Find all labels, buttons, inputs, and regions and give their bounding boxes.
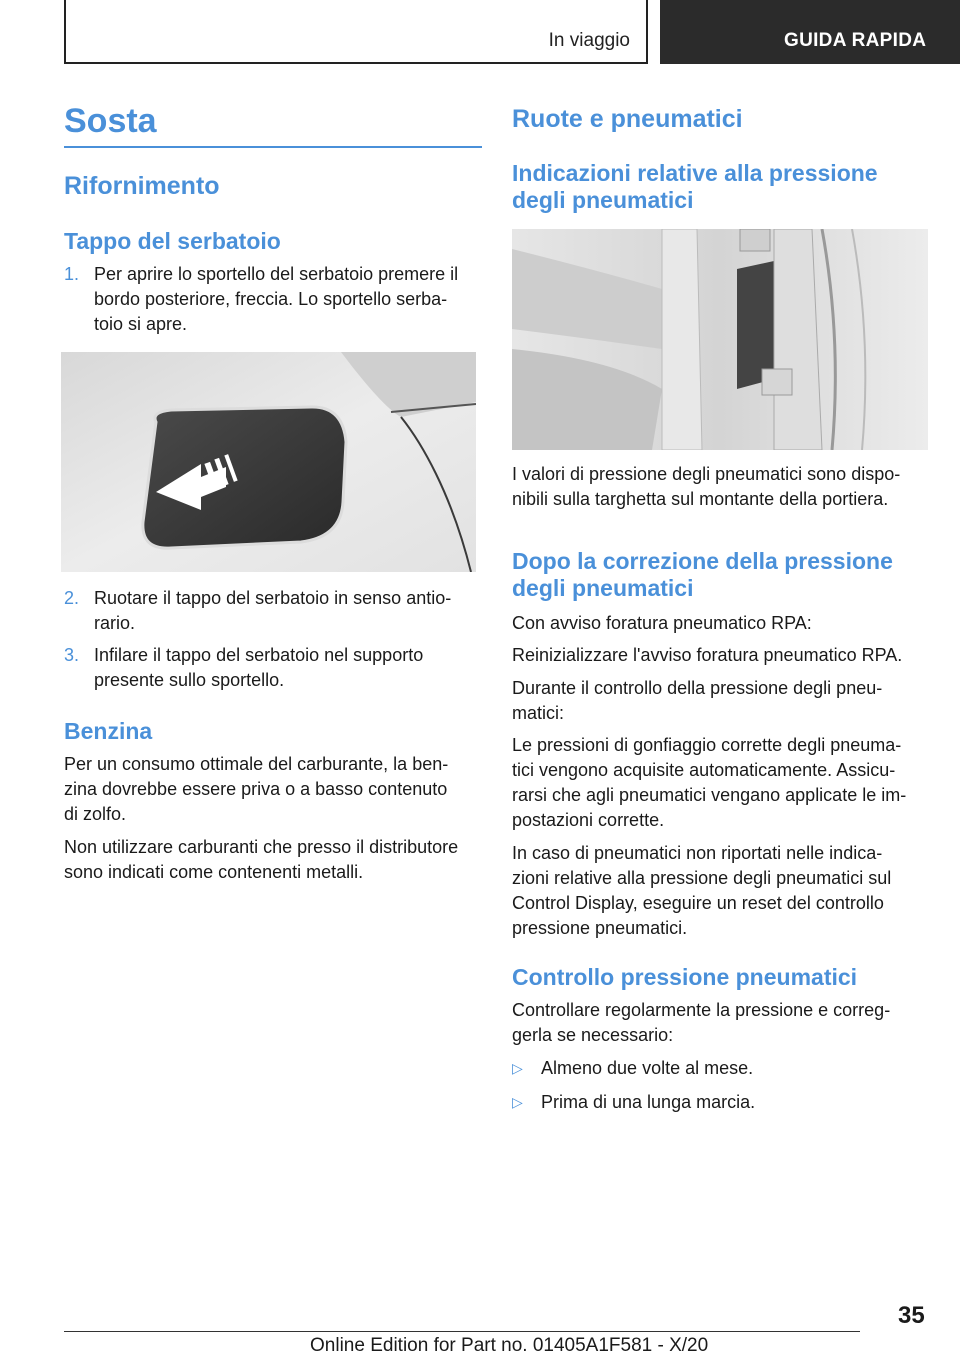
bullet-item: Prima di una lunga marcia. — [541, 1092, 756, 1112]
heading-controllo-pressione: Controllo pressione pneumatici — [512, 964, 858, 990]
after-paragraph-1: Con avviso foratura pneumatico RPA: — [512, 613, 812, 633]
after-paragraph-5: In caso di pneumatici non riportati nelle indica- zioni relative alla pressione degli pneumatici sul Control Display, eseguire un reset del controllo pressione pneumatici. — [512, 843, 892, 938]
step-number: 3. — [64, 645, 80, 665]
footer-edition: Online Edition for Part no. 01405A1F581 - X/20 — [310, 1335, 709, 1356]
check-paragraph: Controllare regolarmente la pressione e correg- gerla se necessario: — [512, 1000, 891, 1045]
after-paragraph-4: Le pressioni di gonfiaggio corrette degli pneuma- tici vengono acquisite automaticamente. Assicu- rarsi che agli pneumatici vengano applicate le im- postazioni corrette. — [512, 735, 907, 830]
heading-ruote-pneumatici: Ruote e pneumatici — [512, 105, 743, 133]
fuel-paragraph-2: Non utilizzare carburanti che presso il distributore sono indicati come contenenti metalli. — [64, 837, 459, 882]
fuel-flap-image — [61, 352, 476, 572]
title-rule — [64, 146, 482, 148]
fuel-paragraph-1: Per un consumo ottimale del carburante, la ben- zina dovrebbe essere priva o a basso contenuto di zolfo. — [64, 754, 449, 824]
door-pillar-image — [512, 229, 928, 450]
heading-benzina: Benzina — [64, 718, 153, 744]
bullet-triangle-icon: ▷ — [512, 1094, 523, 1110]
heading-rifornimento: Rifornimento — [64, 172, 220, 200]
heading-dopo-correzione: Dopo la correzione della pressione degli pneumatici — [512, 548, 893, 601]
header-section-label: In viaggio — [548, 30, 630, 51]
step-number: 2. — [64, 588, 80, 608]
step-text: Infilare il tappo del serbatoio nel supporto presente sullo sportello. — [94, 645, 424, 690]
heading-indicazioni-pressione: Indicazioni relative alla pressione degli pneumatici — [512, 160, 878, 213]
step-text: Ruotare il tappo del serbatoio in senso antio- rario. — [94, 588, 452, 633]
header-section-box — [64, 0, 648, 64]
step-number: 1. — [64, 264, 80, 284]
bullet-item: Almeno due volte al mese. — [541, 1058, 754, 1078]
fuel-flap-illustration — [61, 352, 476, 572]
bullet-triangle-icon: ▷ — [512, 1060, 523, 1076]
footer-rule — [64, 1331, 860, 1332]
door-pillar-illustration — [512, 229, 928, 450]
page-title-sosta: Sosta — [64, 102, 157, 140]
after-paragraph-3: Durante il controllo della pressione degli pneu- matici: — [512, 678, 883, 723]
header-tab — [660, 0, 960, 64]
header-tab-label: GUIDA RAPIDA — [784, 30, 927, 51]
page-number: 35 — [898, 1302, 925, 1329]
step-text: Per aprire lo sportello del serbatoio premere il bordo posteriore, freccia. Lo sportello serba- toio si apre. — [94, 264, 459, 334]
pressure-paragraph: I valori di pressione degli pneumatici sono dispo- nibili sulla targhetta sul montante della portiera. — [512, 464, 901, 509]
heading-tappo: Tappo del serbatoio — [64, 228, 281, 254]
after-paragraph-2: Reinizializzare l'avviso foratura pneumatico RPA. — [512, 645, 903, 665]
